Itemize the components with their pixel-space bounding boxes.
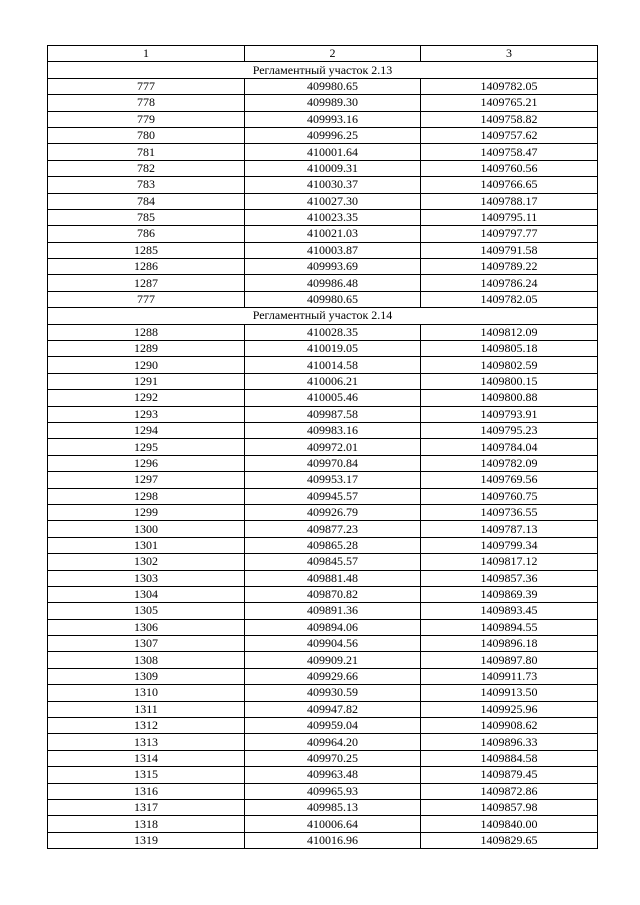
point-number-cell: 1300 (48, 521, 245, 537)
x-coordinate-cell: 410001.64 (245, 144, 421, 160)
table-row (48, 603, 598, 619)
y-coordinate-cell: 1409894.55 (421, 619, 598, 635)
point-number-cell: 1315 (48, 767, 245, 783)
table-row (48, 275, 598, 291)
table-row (48, 406, 598, 422)
table-row (48, 586, 598, 602)
y-coordinate-cell: 1409802.59 (421, 357, 598, 373)
y-coordinate-cell: 1409782.05 (421, 291, 598, 307)
section-title: Регламентный участок 2.14 (48, 308, 598, 324)
point-number-cell: 1289 (48, 341, 245, 357)
x-coordinate-cell: 409986.48 (245, 275, 421, 291)
section-title-row (48, 62, 598, 78)
y-coordinate-cell: 1409817.12 (421, 554, 598, 570)
table-row (48, 455, 598, 471)
x-coordinate-cell: 410005.46 (245, 390, 421, 406)
x-coordinate-cell: 409996.25 (245, 127, 421, 143)
y-coordinate-cell: 1409788.17 (421, 193, 598, 209)
table-row (48, 209, 598, 225)
point-number-cell: 777 (48, 78, 245, 94)
point-number-cell: 1302 (48, 554, 245, 570)
table-row (48, 636, 598, 652)
column-header-1: 1 (48, 46, 245, 62)
point-number-cell: 1288 (48, 324, 245, 340)
y-coordinate-cell: 1409736.55 (421, 504, 598, 520)
table-row (48, 259, 598, 275)
column-header-3: 3 (421, 46, 598, 62)
point-number-cell: 1303 (48, 570, 245, 586)
x-coordinate-cell: 409963.48 (245, 767, 421, 783)
point-number-cell: 1297 (48, 472, 245, 488)
table-row (48, 652, 598, 668)
x-coordinate-cell: 410021.03 (245, 226, 421, 242)
table-row (48, 324, 598, 340)
table-row (48, 554, 598, 570)
x-coordinate-cell: 409945.57 (245, 488, 421, 504)
y-coordinate-cell: 1409925.96 (421, 701, 598, 717)
point-number-cell: 1316 (48, 783, 245, 799)
x-coordinate-cell: 410028.35 (245, 324, 421, 340)
point-number-cell: 1319 (48, 832, 245, 848)
x-coordinate-cell: 410014.58 (245, 357, 421, 373)
table-row (48, 111, 598, 127)
point-number-cell: 1309 (48, 668, 245, 684)
y-coordinate-cell: 1409787.13 (421, 521, 598, 537)
point-number-cell: 1293 (48, 406, 245, 422)
point-number-cell: 783 (48, 177, 245, 193)
point-number-cell: 1294 (48, 422, 245, 438)
y-coordinate-cell: 1409782.05 (421, 78, 598, 94)
y-coordinate-cell: 1409757.62 (421, 127, 598, 143)
point-number-cell: 1301 (48, 537, 245, 553)
table-row (48, 291, 598, 307)
y-coordinate-cell: 1409758.47 (421, 144, 598, 160)
y-coordinate-cell: 1409769.56 (421, 472, 598, 488)
table-row (48, 799, 598, 815)
point-number-cell: 1314 (48, 750, 245, 766)
y-coordinate-cell: 1409789.22 (421, 259, 598, 275)
y-coordinate-cell: 1409872.86 (421, 783, 598, 799)
point-number-cell: 777 (48, 291, 245, 307)
point-number-cell: 1292 (48, 390, 245, 406)
x-coordinate-cell: 409870.82 (245, 586, 421, 602)
point-number-cell: 1308 (48, 652, 245, 668)
point-number-cell: 1296 (48, 455, 245, 471)
table-row (48, 488, 598, 504)
point-number-cell: 1287 (48, 275, 245, 291)
x-coordinate-cell: 410006.64 (245, 816, 421, 832)
y-coordinate-cell: 1409896.33 (421, 734, 598, 750)
table-row (48, 750, 598, 766)
point-number-cell: 779 (48, 111, 245, 127)
point-number-cell: 1285 (48, 242, 245, 258)
y-coordinate-cell: 1409857.98 (421, 799, 598, 815)
table-row (48, 242, 598, 258)
x-coordinate-cell: 409993.69 (245, 259, 421, 275)
y-coordinate-cell: 1409791.58 (421, 242, 598, 258)
x-coordinate-cell: 409989.30 (245, 95, 421, 111)
table-row (48, 422, 598, 438)
table-row (48, 177, 598, 193)
point-number-cell: 1295 (48, 439, 245, 455)
point-number-cell: 785 (48, 209, 245, 225)
y-coordinate-cell: 1409784.04 (421, 439, 598, 455)
table-row (48, 193, 598, 209)
point-number-cell: 786 (48, 226, 245, 242)
point-number-cell: 1304 (48, 586, 245, 602)
y-coordinate-cell: 1409840.00 (421, 816, 598, 832)
coordinates-table (47, 45, 598, 849)
section-title-row (48, 308, 598, 324)
x-coordinate-cell: 409983.16 (245, 422, 421, 438)
x-coordinate-cell: 409904.56 (245, 636, 421, 652)
coordinates-table-body (48, 46, 598, 849)
x-coordinate-cell: 409881.48 (245, 570, 421, 586)
x-coordinate-cell: 409947.82 (245, 701, 421, 717)
y-coordinate-cell: 1409758.82 (421, 111, 598, 127)
table-row (48, 504, 598, 520)
y-coordinate-cell: 1409893.45 (421, 603, 598, 619)
table-row (48, 341, 598, 357)
x-coordinate-cell: 409987.58 (245, 406, 421, 422)
x-coordinate-cell: 410023.35 (245, 209, 421, 225)
point-number-cell: 781 (48, 144, 245, 160)
table-row (48, 832, 598, 848)
table-row (48, 439, 598, 455)
point-number-cell: 1313 (48, 734, 245, 750)
table-row (48, 78, 598, 94)
y-coordinate-cell: 1409766.65 (421, 177, 598, 193)
point-number-cell: 1306 (48, 619, 245, 635)
table-row (48, 521, 598, 537)
x-coordinate-cell: 410030.37 (245, 177, 421, 193)
table-row (48, 767, 598, 783)
table-row (48, 570, 598, 586)
point-number-cell: 778 (48, 95, 245, 111)
y-coordinate-cell: 1409795.23 (421, 422, 598, 438)
x-coordinate-cell: 409909.21 (245, 652, 421, 668)
table-row (48, 127, 598, 143)
x-coordinate-cell: 409970.84 (245, 455, 421, 471)
x-coordinate-cell: 410006.21 (245, 373, 421, 389)
table-row (48, 619, 598, 635)
table-row (48, 816, 598, 832)
point-number-cell: 1311 (48, 701, 245, 717)
table-header-row (48, 46, 598, 62)
table-row (48, 95, 598, 111)
point-number-cell: 780 (48, 127, 245, 143)
point-number-cell: 1286 (48, 259, 245, 275)
table-row (48, 472, 598, 488)
y-coordinate-cell: 1409897.80 (421, 652, 598, 668)
x-coordinate-cell: 410009.31 (245, 160, 421, 176)
point-number-cell: 784 (48, 193, 245, 209)
x-coordinate-cell: 409964.20 (245, 734, 421, 750)
x-coordinate-cell: 409926.79 (245, 504, 421, 520)
point-number-cell: 1299 (48, 504, 245, 520)
y-coordinate-cell: 1409908.62 (421, 718, 598, 734)
table-row (48, 734, 598, 750)
column-header-2: 2 (245, 46, 421, 62)
y-coordinate-cell: 1409760.75 (421, 488, 598, 504)
y-coordinate-cell: 1409805.18 (421, 341, 598, 357)
x-coordinate-cell: 409865.28 (245, 537, 421, 553)
y-coordinate-cell: 1409786.24 (421, 275, 598, 291)
point-number-cell: 1310 (48, 685, 245, 701)
x-coordinate-cell: 409972.01 (245, 439, 421, 455)
x-coordinate-cell: 410016.96 (245, 832, 421, 848)
x-coordinate-cell: 409845.57 (245, 554, 421, 570)
point-number-cell: 1291 (48, 373, 245, 389)
x-coordinate-cell: 409985.13 (245, 799, 421, 815)
y-coordinate-cell: 1409911.73 (421, 668, 598, 684)
table-row (48, 537, 598, 553)
y-coordinate-cell: 1409800.88 (421, 390, 598, 406)
x-coordinate-cell: 410003.87 (245, 242, 421, 258)
table-row (48, 160, 598, 176)
x-coordinate-cell: 409980.65 (245, 291, 421, 307)
y-coordinate-cell: 1409765.21 (421, 95, 598, 111)
y-coordinate-cell: 1409799.34 (421, 537, 598, 553)
table-row (48, 144, 598, 160)
x-coordinate-cell: 410027.30 (245, 193, 421, 209)
y-coordinate-cell: 1409800.15 (421, 373, 598, 389)
table-row (48, 685, 598, 701)
point-number-cell: 1317 (48, 799, 245, 815)
point-number-cell: 1305 (48, 603, 245, 619)
x-coordinate-cell: 409891.36 (245, 603, 421, 619)
x-coordinate-cell: 409894.06 (245, 619, 421, 635)
y-coordinate-cell: 1409812.09 (421, 324, 598, 340)
y-coordinate-cell: 1409879.45 (421, 767, 598, 783)
point-number-cell: 1298 (48, 488, 245, 504)
x-coordinate-cell: 409953.17 (245, 472, 421, 488)
y-coordinate-cell: 1409795.11 (421, 209, 598, 225)
table-row (48, 668, 598, 684)
y-coordinate-cell: 1409793.91 (421, 406, 598, 422)
table-row (48, 357, 598, 373)
x-coordinate-cell: 409959.04 (245, 718, 421, 734)
y-coordinate-cell: 1409884.58 (421, 750, 598, 766)
point-number-cell: 1312 (48, 718, 245, 734)
point-number-cell: 1318 (48, 816, 245, 832)
y-coordinate-cell: 1409760.56 (421, 160, 598, 176)
x-coordinate-cell: 409980.65 (245, 78, 421, 94)
table-row (48, 783, 598, 799)
y-coordinate-cell: 1409913.50 (421, 685, 598, 701)
y-coordinate-cell: 1409782.09 (421, 455, 598, 471)
point-number-cell: 1307 (48, 636, 245, 652)
y-coordinate-cell: 1409896.18 (421, 636, 598, 652)
x-coordinate-cell: 410019.05 (245, 341, 421, 357)
y-coordinate-cell: 1409869.39 (421, 586, 598, 602)
x-coordinate-cell: 409929.66 (245, 668, 421, 684)
x-coordinate-cell: 409877.23 (245, 521, 421, 537)
table-row (48, 390, 598, 406)
x-coordinate-cell: 409930.59 (245, 685, 421, 701)
x-coordinate-cell: 409970.25 (245, 750, 421, 766)
x-coordinate-cell: 409965.93 (245, 783, 421, 799)
y-coordinate-cell: 1409829.65 (421, 832, 598, 848)
table-row (48, 718, 598, 734)
section-title: Регламентный участок 2.13 (48, 62, 598, 78)
table-row (48, 373, 598, 389)
table-row (48, 226, 598, 242)
y-coordinate-cell: 1409797.77 (421, 226, 598, 242)
y-coordinate-cell: 1409857.36 (421, 570, 598, 586)
table-row (48, 701, 598, 717)
point-number-cell: 782 (48, 160, 245, 176)
x-coordinate-cell: 409993.16 (245, 111, 421, 127)
point-number-cell: 1290 (48, 357, 245, 373)
